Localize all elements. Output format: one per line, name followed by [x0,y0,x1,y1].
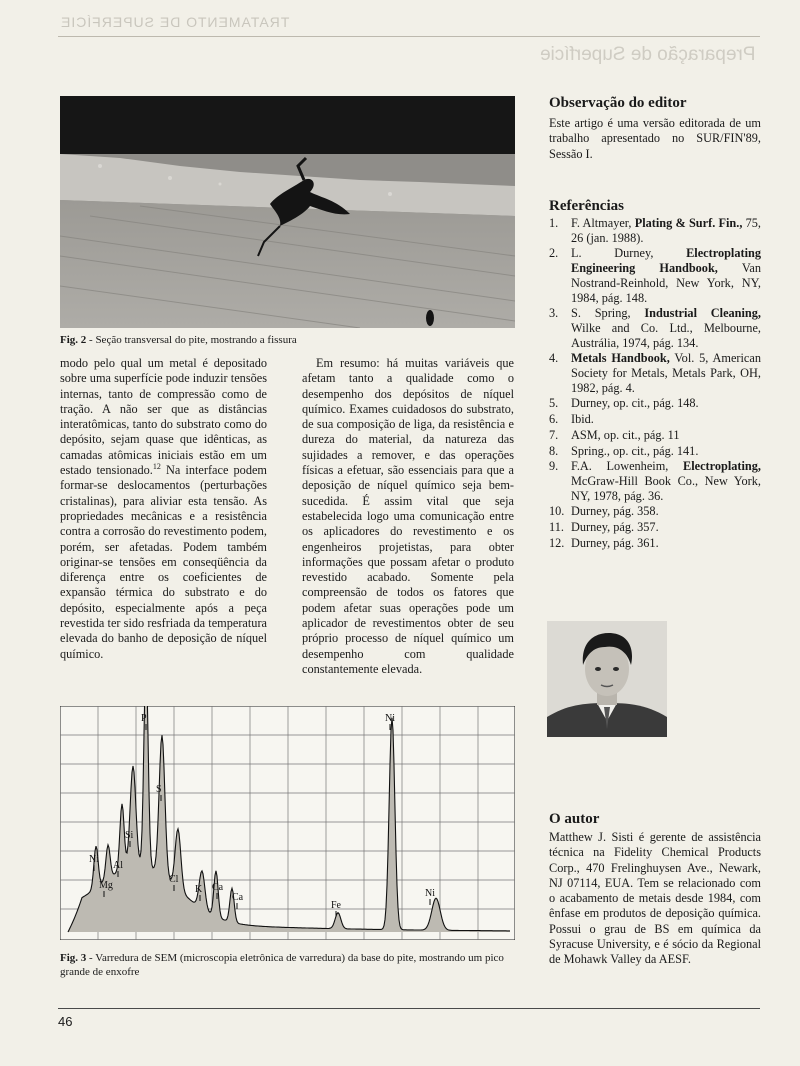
peak-label-s: S [156,784,162,795]
reference-item [549,428,761,443]
peak-label-si: Si [125,830,134,841]
ghost-running-header: TRATAMENTO DE SUPERFÍCIE [60,14,290,30]
sem-spectrum-svg [60,706,515,940]
reference-title: Industrial Cleaning, [644,306,761,321]
figure-2-caption [60,333,520,347]
reference-item [549,520,761,535]
reference-author: Durney, pág. 357. [571,520,659,535]
reference-author: L. Durney, [571,246,687,261]
references-list [549,216,761,551]
references-heading: Referências [549,198,624,214]
body-column-1 [60,356,267,662]
reference-number: 4. [549,351,559,366]
reference-item [549,216,761,245]
reference-item [549,444,761,459]
reference-item [549,396,761,411]
author-portrait-image [547,621,667,737]
reference-author: S. Spring, [571,306,645,321]
reference-number: 2. [549,246,559,261]
reference-author: ASM, op. cit., pág. 11 [571,427,680,442]
peak-label-ni: Ni [89,854,99,865]
figure-3-spectrum-chart [60,706,515,940]
reference-author: Durney, pág. 361. [571,535,659,550]
reference-number: 6. [549,412,559,427]
reference-number: 10. [549,504,565,519]
reference-author: Spring., op. cit., pág. 141. [571,443,699,458]
reference-title: Electroplating, [683,459,761,474]
reference-author: F.A. Lowenheim, [571,459,683,474]
reference-details: Wilke and Co. Ltd., Melbourne, Austrália, 1974, pág. 134. [571,320,761,350]
peak-label-cl: Cl [169,874,179,885]
figure-3-caption-text: - Varredura de SEM (microscopia eletrônica de varredura) da base do pite, mostrando um pico grande de enxofre [60,952,504,978]
reference-title: Metals Handbook, [571,351,670,366]
author-text: Matthew J. Sisti é gerente de assistência técnica na Fidelity Chemical Products Corp., 470 Frelinghuysen Ave., Newark, NJ 07114, EUA. Tem se relacionado com o acabamento de metais desde 1984, com ênfase em produtos de deposição química. Possui o grau de BS em química da Syracuse University, e é sócio da Regional de Mohawk Valley da AESF. [549,830,761,967]
body-column-2 [302,356,514,677]
reference-author: Durney, op. cit., pág. 148. [571,396,699,411]
figure-2-caption-text: - Seção transversal do pite, mostrando a fissura [89,334,297,346]
figure-3-label: Fig. 3 [60,952,87,964]
reference-number: 8. [549,443,559,458]
reference-number: 9. [549,459,559,474]
reference-author: Ibid. [571,412,594,427]
reference-details: McGraw-Hill Book Co., New York, NY, 1978, pág. 36. [571,473,761,503]
reference-number: 12. [549,535,565,550]
sem-cross-section-image [60,96,515,328]
reference-details: 75, 26 (jan. 1988). [571,216,762,245]
reference-number: 3. [549,306,559,321]
reference-item [549,459,761,503]
reference-details: Vol. 5, American Society for Metals, Metals Park, OH, 1982, pág. 4. [571,351,761,395]
reference-details: Van Nostrand-Reinhold, New York, NY, 1984, pág. 148. [571,261,761,305]
body-column-1-text: modo pelo qual um metal é depositado sobre uma superfície pode induzir tensões internas, tanto de compressão como de tração. A não ser que as distâncias interatômicas, tanto do substrato como do depósito, sejam quase que idênticas, as camadas atômicas iniciais estão em um estado tensionado. [60,356,267,478]
peak-label-ni: Ni [385,713,395,724]
reference-item [549,412,761,427]
author-photo [547,621,667,737]
ghost-section-title: Preparação de Superfície [540,44,756,65]
reference-number: 11. [549,520,564,535]
editor-note-heading: Observação do editor [549,95,687,111]
reference-number: 1. [549,216,559,230]
peak-label-ca: Ca [232,892,244,903]
reference-item [549,246,761,305]
peak-label-ca: Ca [212,882,224,893]
page-number: 46 [58,1014,73,1029]
body-column-2-text: Em resumo: há muitas variáveis que afetam tanto a qualidade como o desempenho dos depósitos de níquel químico. Exames cuidadosos do substrato, de sua composição de liga, da resistência e dureza do material, da natureza das sujidades a remover, e das operações físicas a efetuar, são essenciais para que a deposição de níquel químico seja bem-sucedida. É assim vital que seja estabelecida logo uma comunicação entre os aplicadores do revestimento e os engenheiros projetistas, para obter informações que possam afetar o produto revestido acabado. Somente pela compreensão de todos os fatores que podem afetar suas operações pode um aplicador de revestimentos obter de seu próprio processo de níquel químico um desempenho com qualidade constantemente elevada. [302,356,514,676]
reference-number: 5. [549,396,559,411]
peak-label-ni: Ni [425,888,435,899]
reference-author: Durney, pág. 358. [571,504,659,519]
figure-3-caption [60,951,520,979]
reference-item [549,504,761,519]
body-column-1-text-rest: Na interface podem formar-se deslocamentos (perturbações cristalinas), para aliviar esta tensão. As propriedades mecânicas e a resistência contra a corrosão do revestimento podem, porém, ser afetadas. Podem também originar-se tensões em conseqüência da diferença entre os coeficientes de expansão térmica do substrato e do depósito, especialmente após a peça revestida ter sido resfriada da temperatura elevada do banho de deposição de níquel químico. [60,463,267,661]
reference-item [549,306,761,350]
peak-label-fe: Fe [331,900,341,911]
footnote-12: 12 [152,461,161,471]
reference-number: 7. [549,427,559,442]
figure-2-label: Fig. 2 [60,334,87,346]
reference-author: F. Altmayer, [571,216,635,230]
peak-label-p: P [141,713,147,724]
peak-label-k: K [195,884,203,895]
peak-label-al: Al [113,860,123,871]
top-rule [58,36,760,37]
reference-item [549,351,761,395]
editor-note-text: Este artigo é uma versão editorada de um trabalho apresentado no SUR/FIN'89, Sessão I. [549,116,761,161]
bottom-rule [58,1008,760,1009]
peak-label-mg: Mg [99,880,113,891]
figure-2-photo [60,96,515,328]
reference-title: Electroplating Engineering Handbook, [571,246,761,276]
reference-item [549,536,761,551]
reference-title: Plating & Surf. Fin., [634,216,743,230]
author-heading: O autor [549,811,600,827]
